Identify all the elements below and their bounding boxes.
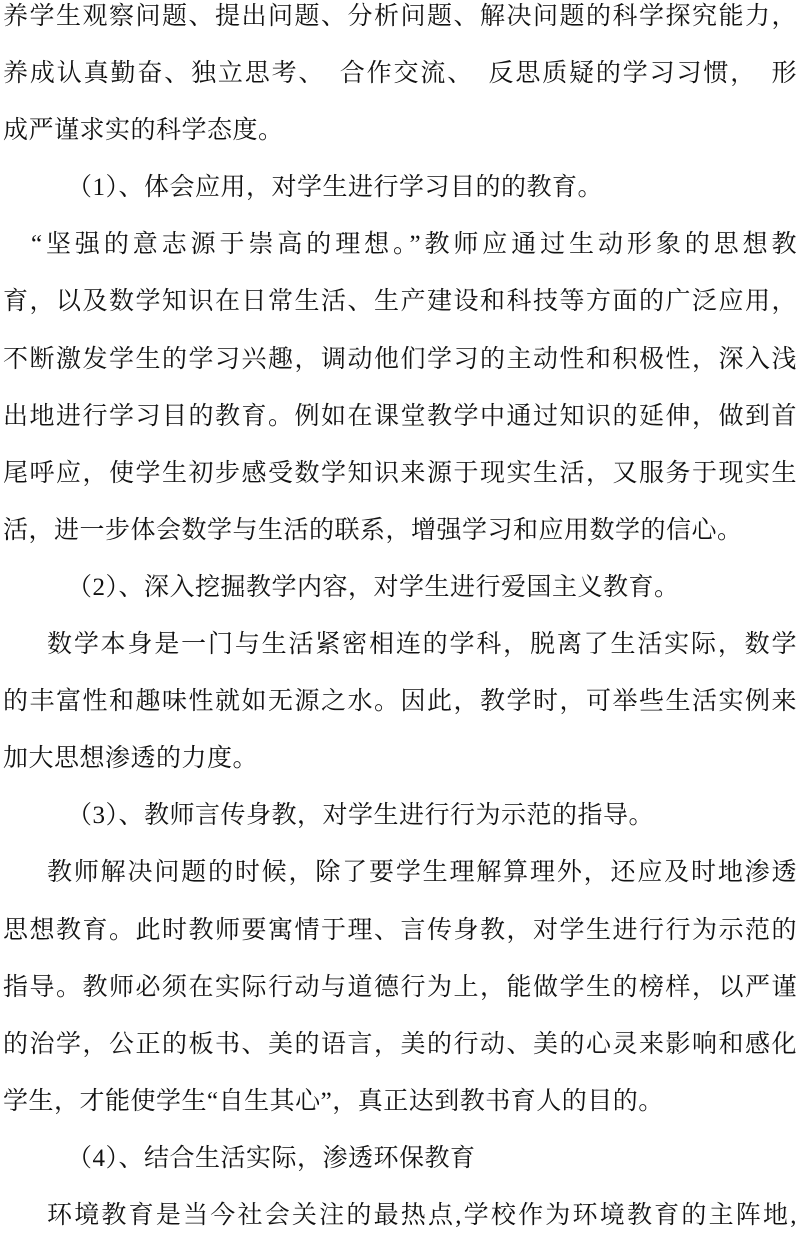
- text-line: 思想教育。此时教师要寓情于理、言传身教，对学生进行行为示范的: [3, 916, 797, 944]
- body-paragraph: [3, 0, 797, 159]
- heading-paragraph: [3, 787, 797, 844]
- text-line: 尾呼应，使学生初步感受数学知识来源于现实生活，又服务于现实生: [3, 459, 797, 487]
- text-line: 成严谨求实的科学态度。: [3, 117, 284, 145]
- document-content: [3, 0, 797, 1244]
- body-paragraph: [3, 616, 797, 787]
- text-line: 指导。教师必须在实际行动与道德行为上，能做学生的榜样，以严谨: [3, 973, 797, 1001]
- body-paragraph: [3, 216, 797, 559]
- body-paragraph: [3, 1187, 797, 1244]
- heading-paragraph: [3, 159, 797, 216]
- text-line: 环境教育是当今社会关注的最热点,学校作为环境教育的主阵地,: [47, 1201, 797, 1229]
- body-paragraph: [3, 844, 797, 1129]
- text-line: 不断激发学生的学习兴趣，调动他们学习的主动性和积极性，深入浅: [3, 345, 797, 373]
- text-line: 教师解决问题的时候，除了要学生理解算理外，还应及时地渗透: [47, 859, 797, 887]
- heading-paragraph: [3, 1130, 797, 1187]
- text-line: 养学生观察问题、提出问题、分析问题、解决问题的科学探究能力，: [3, 3, 797, 30]
- text-line: “坚强的意志源于崇高的理想。”教师应通过生动形象的思想教: [31, 231, 797, 259]
- text-line: 养成认真勤奋、独立思考、 合作交流、 反思质疑的学习习惯， 形: [3, 60, 797, 88]
- text-line: 加大思想渗透的力度。: [3, 745, 259, 773]
- text-line: 育，以及数学知识在日常生活、生产建设和科技等方面的广泛应用，: [3, 288, 797, 316]
- heading-paragraph: [3, 559, 797, 616]
- heading-line: （1）、体会应用，对学生进行学习目的的教育。: [67, 174, 604, 202]
- text-line: 的治学，公正的板书、美的语言，美的行动、美的心灵来影响和感化: [3, 1030, 797, 1058]
- text-line: 数学本身是一门与生活紧密相连的学科，脱离了生活实际，数学: [47, 631, 797, 659]
- text-line: 学生，才能使学生“自生其心”，真正达到教书育人的目的。: [3, 1087, 664, 1115]
- text-line: 活，进一步体会数学与生活的联系，增强学习和应用数学的信心。: [3, 516, 743, 544]
- text-line: 的丰富性和趣味性就如无源之水。因此，教学时，可举些生活实例来: [3, 688, 797, 716]
- heading-line: （2）、深入挖掘教学内容，对学生进行爱国主义教育。: [67, 573, 680, 601]
- text-line: 出地进行学习目的教育。例如在课堂教学中通过知识的延伸，做到首: [3, 402, 797, 430]
- heading-line: （4）、结合生活实际，渗透环保教育: [67, 1144, 476, 1172]
- heading-line: （3）、教师言传身教，对学生进行行为示范的指导。: [67, 802, 655, 830]
